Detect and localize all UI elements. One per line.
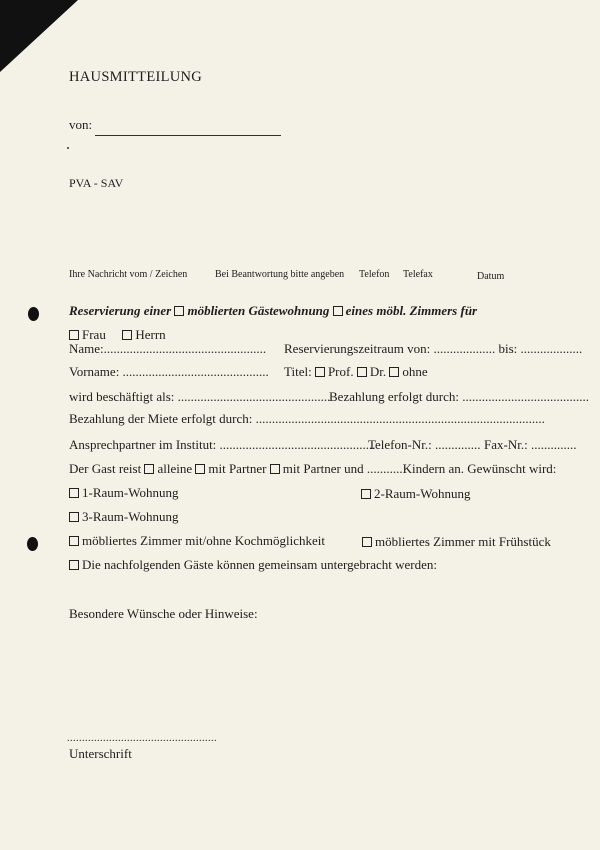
ref-bei-beantwortung: Bei Beantwortung bitte angeben [215, 269, 345, 280]
gast-reist-row [69, 461, 556, 477]
reservation-part2: möblierten Gästewohnung [187, 303, 330, 318]
gaestewohnung-checkbox[interactable] [174, 306, 184, 316]
bezahlung-durch-field[interactable]: Bezahlung erfolgt durch: ....................................... [329, 389, 589, 404]
frau-label: Frau [82, 327, 106, 342]
ohne-label: ohne [402, 364, 428, 379]
mit-partner-kinder-checkbox[interactable] [270, 464, 280, 474]
beschaeftigt-field[interactable]: wird beschäftigt als: ............................................... [69, 389, 331, 404]
ref-telefon: Telefon [359, 269, 390, 280]
herrn-checkbox[interactable] [122, 330, 132, 340]
raum2-label: 2-Raum-Wohnung [374, 486, 471, 501]
von-label: von: [69, 117, 93, 132]
unterschrift-label: Unterschrift [69, 746, 132, 761]
mit-partner-kinder-label: mit Partner und ...........Kindern an. Gewünscht wird: [282, 461, 557, 476]
gemeinsam-label: Die nachfolgenden Gäste können gemeinsam untergebracht werden: [82, 557, 437, 572]
reservation-heading [69, 303, 477, 319]
alleine-label: alleine [157, 461, 193, 476]
wuensche-label: Besondere Wünsche oder Hinweise: [69, 606, 258, 621]
ansprechpartner-field[interactable]: Ansprechpartner im Institut: ................................................ [69, 437, 376, 452]
ref-ihre-nachricht: Ihre Nachricht vom / Zeichen [69, 269, 188, 280]
reservation-part1: Reservierung einer [69, 303, 172, 318]
option-zimmer-fruehstueck [362, 534, 551, 550]
zeitraum-field[interactable]: Reservierungszeitraum von: ................... bis: ................... [284, 341, 583, 356]
raum3-label: 3-Raum-Wohnung [82, 509, 179, 524]
name-field[interactable]: Name:.................................................. [69, 341, 267, 356]
titel-label: Titel: [284, 364, 312, 379]
zimmer-fruehstueck-label: möbliertes Zimmer mit Frühstück [375, 534, 551, 549]
punch-hole-top [28, 307, 39, 321]
prof-checkbox[interactable] [315, 367, 325, 377]
option-1-raum [69, 485, 178, 501]
titel-row [284, 364, 428, 380]
herrn-label: Herrn [135, 327, 166, 342]
zimmer-fruehstueck-checkbox[interactable] [362, 537, 372, 547]
zimmer-checkbox[interactable] [333, 306, 343, 316]
ohne-checkbox[interactable] [389, 367, 399, 377]
reservation-part3: eines möbl. Zimmers für [345, 303, 478, 318]
option-gemeinsam [69, 557, 437, 573]
fax-nr-field[interactable]: Fax-Nr.: .............. [484, 437, 577, 452]
department-label: PVA - SAV [69, 176, 124, 190]
dr-label: Dr. [369, 364, 387, 379]
option-zimmer-koch [69, 533, 325, 549]
page-title: HAUSMITTEILUNG [69, 69, 203, 85]
vorname-field[interactable]: Vorname: ............................................. [69, 364, 269, 379]
ref-datum: Datum [477, 271, 505, 282]
gast-reist-label: Der Gast reist [69, 461, 142, 476]
mit-partner-checkbox[interactable] [195, 464, 205, 474]
option-2-raum [361, 486, 470, 502]
option-3-raum [69, 509, 178, 525]
gemeinsam-checkbox[interactable] [69, 560, 79, 570]
folded-corner [0, 0, 90, 80]
ref-telefax: Telefax [403, 269, 433, 280]
raum2-checkbox[interactable] [361, 489, 371, 499]
mit-partner-label: mit Partner [208, 461, 267, 476]
bezahlung-miete-field[interactable]: Bezahlung der Miete erfolgt durch: ......................................................................................... [69, 411, 545, 426]
zimmer-koch-label: möbliertes Zimmer mit/ohne Kochmöglichkeit [82, 533, 325, 548]
signature-line[interactable]: .................................................. [67, 733, 217, 744]
raum1-label: 1-Raum-Wohnung [82, 485, 179, 500]
raum1-checkbox[interactable] [69, 488, 79, 498]
prof-label: Prof. [327, 364, 354, 379]
dr-checkbox[interactable] [357, 367, 367, 377]
von-line [95, 135, 281, 136]
telefon-nr-field[interactable]: Telefon-Nr.: .............. [368, 437, 481, 452]
alleine-checkbox[interactable] [144, 464, 154, 474]
dot-mark [67, 147, 69, 149]
raum3-checkbox[interactable] [69, 512, 79, 522]
frau-checkbox[interactable] [69, 330, 79, 340]
punch-hole-bottom [27, 537, 38, 551]
zimmer-koch-checkbox[interactable] [69, 536, 79, 546]
